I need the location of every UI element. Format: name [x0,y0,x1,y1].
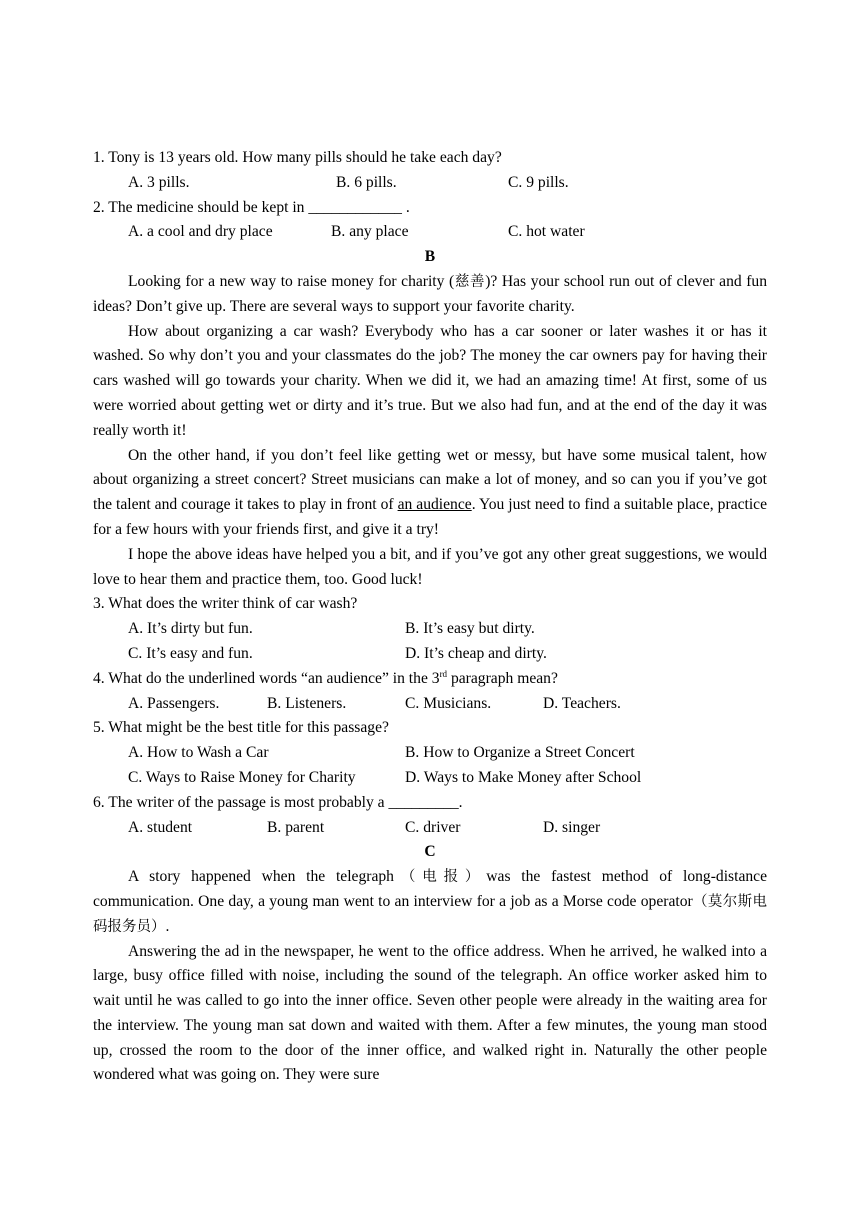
option: D. singer [543,818,601,836]
question-5-options [128,766,767,791]
option: B. Listeners. [267,694,347,712]
section-heading-b: B [424,248,436,266]
option: B. 6 pills. [336,173,397,191]
question-2-options [128,220,767,245]
question-5: 5. What might be the best title for this passage? [93,719,389,737]
option: B. It’s easy but dirty. [405,620,535,638]
option: C. hot water [508,223,585,241]
option: B. parent [267,818,325,836]
option: A. It’s dirty but fun. [128,620,253,638]
question-1: 1. Tony is 13 years old. How many pills should he take each day? [93,149,502,166]
question-6-options [128,816,767,841]
question-6: 6. The writer of the passage is most probably a _________. [93,793,463,811]
option: C. It’s easy and fun. [128,644,253,662]
paragraph: On the other hand, if you don’t feel like getting wet or messy, but have some musical talent, how about organizing a street concert? Street musicians can make a lot of money, and so can you if you’ve got the talent and courage it takes to play in front of an audience. You just need to find a suitable place, practice for a few hours with your friends first, and give it a try! [93,446,768,538]
option: B. any place [331,223,409,241]
question-3: 3. What does the writer think of car wash? [93,595,358,613]
option: A. a cool and dry place [128,223,273,241]
option: A. 3 pills. [128,173,190,191]
option: C. Ways to Raise Money for Charity [128,768,356,786]
question-3-options [128,642,767,667]
option: B. How to Organize a Street Concert [405,744,635,762]
option: A. How to Wash a Car [128,744,269,762]
question-3-options [128,617,767,642]
option: C. 9 pills. [508,173,569,191]
option: C. driver [405,818,461,836]
question-4: 4. What do the underlined words “an audience” in the 3rd paragraph mean? [93,668,558,687]
paragraph: Answering the ad in the newspaper, he went to the office address. When he arrived, he walked into a large, busy office filled with noise, including the sound of the telegraph. An office worker asked him to wait until he was called to go into the inner office. Seven other people were already in the waiting area for the interview. The young man sat down and waited with them. After a few minutes, the young man stood up, crossed the room to the door of the inner office, and walked right in. Naturally the other people wondered what was going on. They were sure [93,942,767,1084]
paragraph: I hope the above ideas have helped you a bit, and if you’ve got any other great suggestions, we would love to hear them and practice them, too. Good luck! [93,545,767,588]
section-heading-c: C [424,843,436,861]
document-page [93,146,767,1088]
option: D. It’s cheap and dirty. [405,644,547,662]
option: C. Musicians. [405,694,492,712]
underlined-phrase: an audience [397,496,472,514]
option: D. Teachers. [543,694,621,712]
question-1-options [128,171,767,196]
paragraph: Looking for a new way to raise money for charity (慈善)? Has your school run out of clever and fun ideas? Don’t give up. There are several ways to support your favorite charity. [93,272,768,315]
option: A. student [128,818,193,836]
paragraph: How about organizing a car wash? Everybody who has a car sooner or later washes it or has it washed. So why don’t you and your classmates do the job? The money the car owners pay for having their cars washed will go towards your charity. When we did it, we had an amazing time! At first, some of us were worried about getting wet or dirty and it’s true. But we also had fun, and at the end of the day it was really worth it! [93,322,767,439]
question-2: 2. The medicine should be kept in ____________ . [93,198,410,216]
question-5-options [128,741,767,766]
paragraph: A story happened when the telegraph（电报）was the fastest method of long-distance communication. One day, a young man went to an interview for a job as a Morse code operator（莫尔斯电码报务员）. [93,868,768,935]
question-4-options [128,692,767,717]
option: D. Ways to Make Money after School [405,768,642,786]
option: A. Passengers. [128,694,220,712]
